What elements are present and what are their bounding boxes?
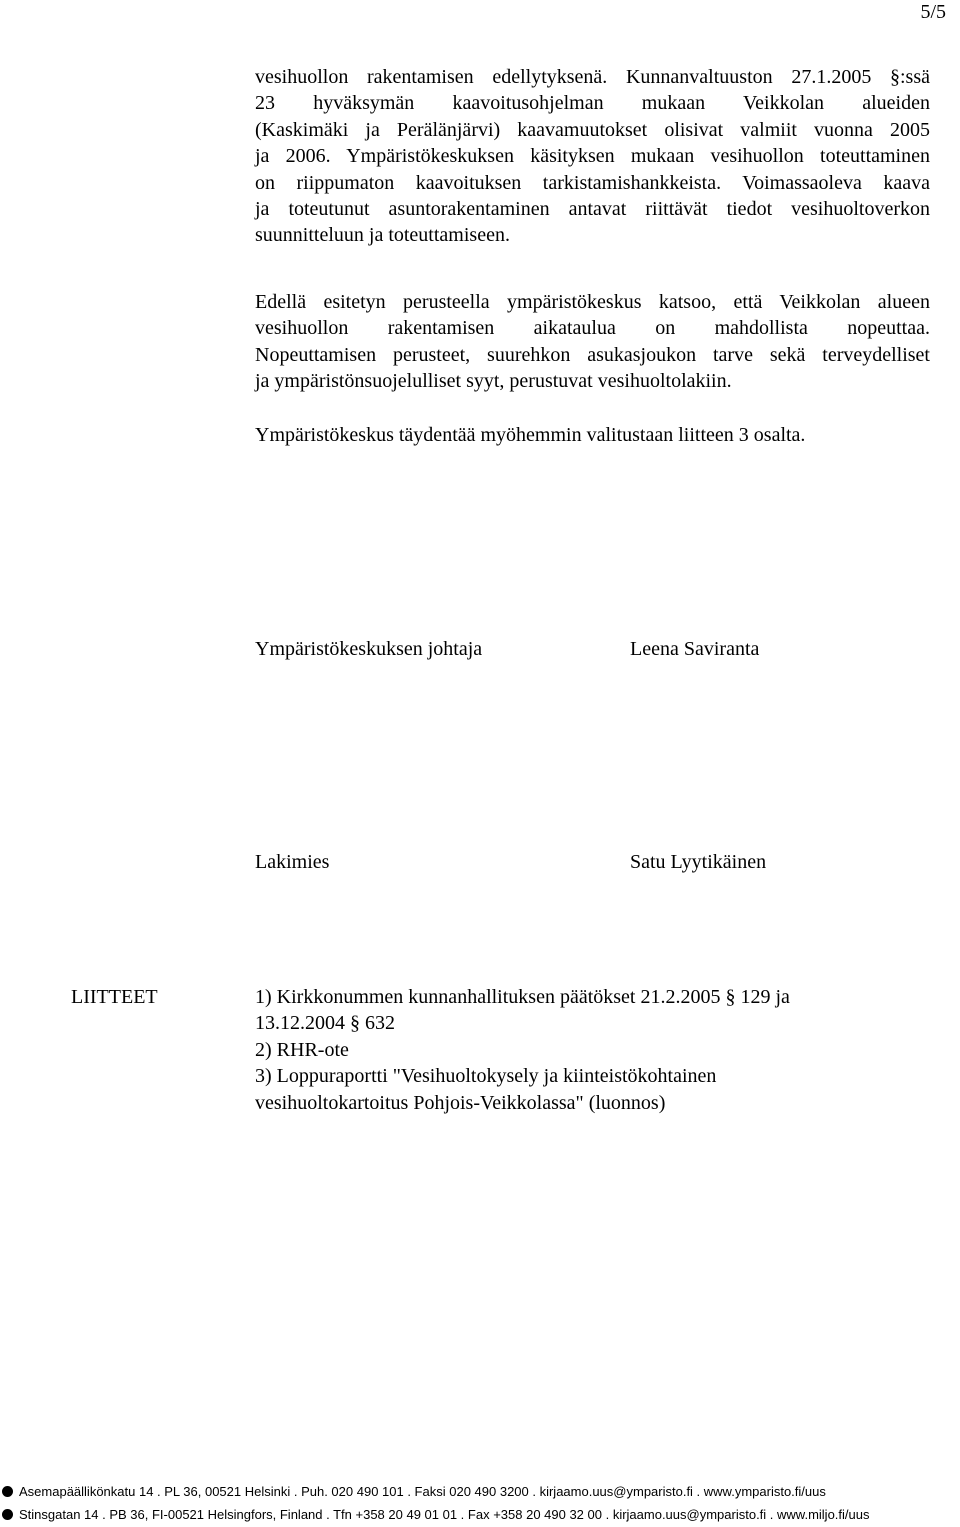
bullet-icon — [2, 1509, 13, 1520]
paragraph-1-line: ja 2006. Ympäristökeskuksen käsityksen mukaan vesihuollon toteuttaminen — [255, 145, 930, 168]
attachment-line: 3) Loppuraportti "Vesihuoltokysely ja kiinteistökohtainen — [255, 1065, 717, 1088]
attachments-list — [255, 984, 895, 1116]
paragraph-2 — [255, 289, 930, 395]
footer-finnish — [0, 1484, 960, 1500]
paragraph-1-line: 23 hyväksymän kaavoitusohjelman mukaan Veikkolan alueiden — [255, 92, 930, 115]
paragraph-2-line: vesihuollon rakentamisen aikataulua on mahdollista nopeuttaa. — [255, 317, 930, 340]
attachment-line: 2) RHR-ote — [255, 1038, 349, 1061]
paragraph-2-line: ja ympäristönsuojelulliset syyt, perustuvat vesihuoltolakiin. — [255, 370, 732, 393]
paragraph-1-line: on riippumaton kaavoituksen tarkistamishankkeista. Voimassaoleva kaava — [255, 171, 930, 194]
signature-title: Ympäristökeskuksen johtaja — [255, 638, 483, 660]
paragraph-1 — [255, 64, 930, 249]
attachment-line: 1) Kirkkonummen kunnanhallituksen päätökset 21.2.2005 § 129 ja — [255, 986, 790, 1008]
footer-swedish — [0, 1507, 960, 1523]
attachment-line: vesihuoltokartoitus Pohjois-Veikkolassa" (luonnos) — [255, 1091, 666, 1114]
signature-name: Leena Saviranta — [630, 638, 760, 660]
paragraph-1-line: suunnitteluun ja toteuttamiseen. — [255, 224, 510, 247]
attachment-line: 13.12.2004 § 632 — [255, 1012, 395, 1035]
paragraph-1-line: ja toteutunut asuntorakentaminen antavat riittävät tiedot vesihuoltoverkon — [255, 198, 930, 221]
footer-finnish-text: Asemapäällikönkatu 14 . PL 36, 00521 Helsinki . Puh. 020 490 101 . Faksi 020 490 3200 . kirjaamo.uus@ymparisto.fi . www.ymparisto.fi/uus — [19, 1484, 826, 1499]
footer-swedish-text: Stinsgatan 14 . PB 36, FI-00521 Helsingfors, Finland . Tfn +358 20 49 01 01 . Fax +358 20 490 32 00 . kirjaamo.uus@ymparisto.fi . www.miljo.fi/uus — [19, 1507, 870, 1522]
paragraph-3 — [255, 422, 930, 448]
paragraph-1-line: (Kaskimäki ja Perälänjärvi) kaavamuutokset olisivat valmiit vuonna 2005 — [255, 118, 930, 141]
paragraph-2-line: Edellä esitetyn perusteella ympäristökeskus katsoo, että Veikkolan alueen — [255, 291, 930, 313]
signature-title: Lakimies — [255, 851, 330, 873]
paragraph-1-line: vesihuollon rakentamisen edellytyksenä. Kunnanvaltuuston 27.1.2005 §:ssä — [255, 66, 930, 88]
page-number: 5/5 — [920, 1, 946, 23]
attachments-label: LIITTEET — [71, 986, 158, 1008]
paragraph-2-line: Nopeuttamisen perusteet, suurehkon asukasjoukon tarve sekä terveydelliset — [255, 343, 930, 366]
signature-name: Satu Lyytikäinen — [630, 851, 767, 873]
bullet-icon — [2, 1486, 13, 1497]
paragraph-3-line: Ympäristökeskus täydentää myöhemmin valitustaan liitteen 3 osalta. — [255, 424, 806, 446]
